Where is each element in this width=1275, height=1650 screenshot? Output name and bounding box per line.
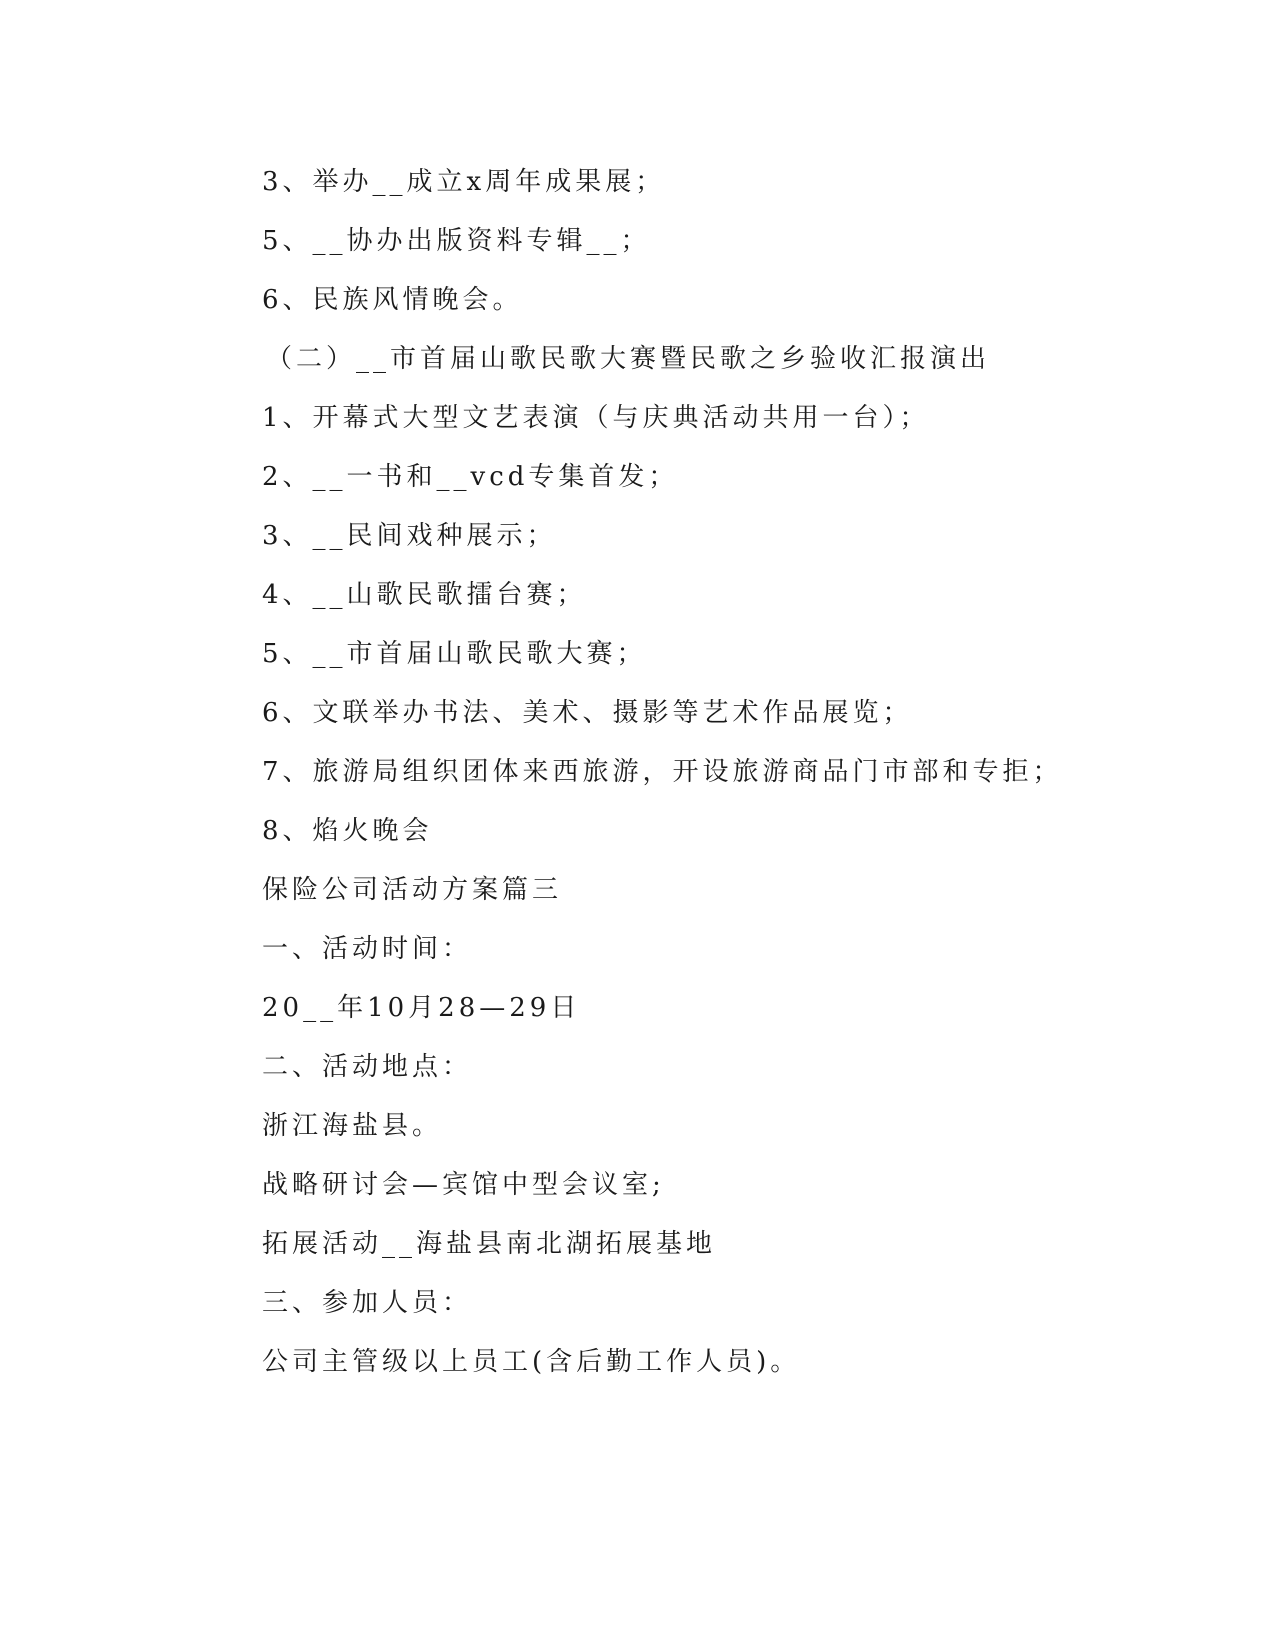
text-line: 拓展活动__海盐县南北湖拓展基地 [262,1229,717,1259]
section-heading: （二）__市首届山歌民歌大赛暨民歌之乡验收汇报演出 [266,344,991,374]
document-title: 保险公司活动方案篇三 [262,875,563,905]
text-line: 4、__山歌民歌擂台赛； [262,580,587,610]
text-line: 公司主管级以上员工(含后勤工作人员)。 [262,1347,801,1377]
text-line: 8、焰火晚会 [262,816,433,846]
section-heading: 二、活动地点： [262,1052,473,1082]
text-line: 5、__协办出版资料专辑__； [262,226,651,256]
section-heading: 三、参加人员： [262,1288,473,1318]
text-line: 20__年10月28—29日 [262,993,581,1023]
text-line: 战略研讨会—宾馆中型会议室; [262,1170,665,1200]
text-line: 3、__民间戏种展示； [262,521,557,551]
text-line: 6、民族风情晚会。 [262,285,523,315]
text-line: 3、举办__成立x周年成果展； [262,167,666,197]
text-line: 7、旅游局组织团体来西旅游，开设旅游商品门市部和专拒； [262,757,1063,787]
section-heading: 一、活动时间： [262,934,473,964]
text-line: 5、__市首届山歌民歌大赛； [262,639,647,669]
text-line: 6、文联举办书法、美术、摄影等艺术作品展览； [262,698,913,728]
text-line: 1、开幕式大型文艺表演（与庆典活动共用一台）； [262,403,930,433]
text-line: 浙江海盐县。 [262,1111,443,1141]
text-line: 2、__一书和__vcd专集首发； [262,462,679,492]
